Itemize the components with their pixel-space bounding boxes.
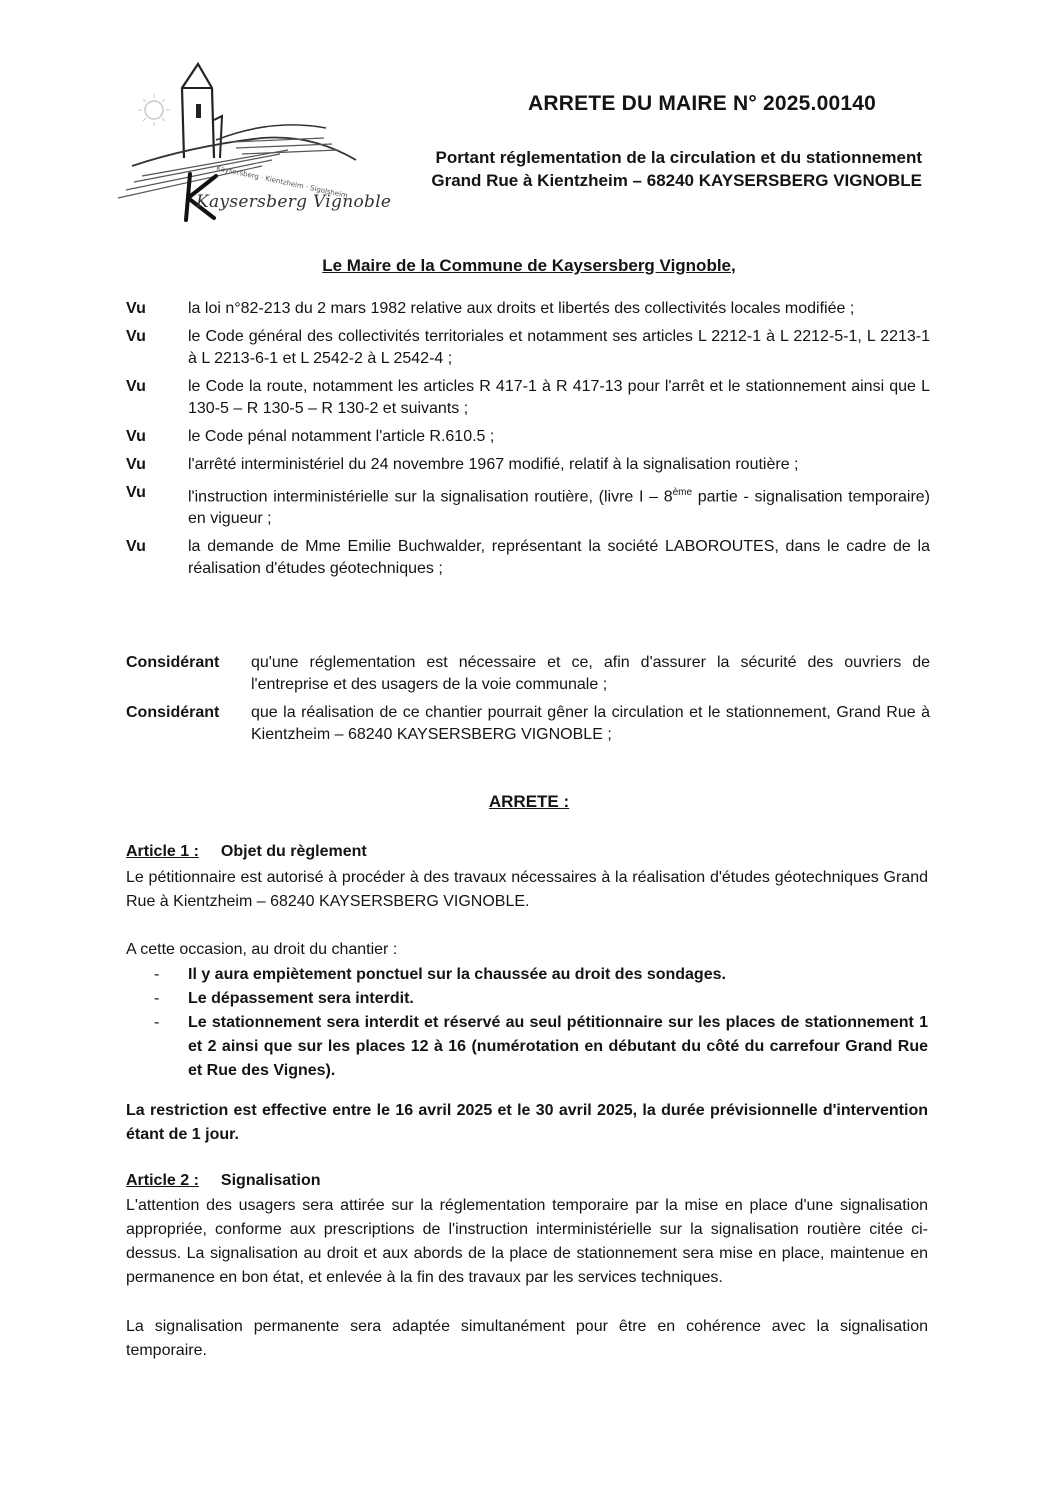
article-2-title: Signalisation <box>220 1172 321 1189</box>
instruction-sup: ème <box>672 487 693 498</box>
article-1-title: Objet du règlement <box>220 843 367 860</box>
considerant-keyword: Considérant <box>126 654 220 671</box>
subtitle-line-2: Grand Rue à Kientzheim – 68240 KAYSERSBERG VIGNOBLE <box>431 171 922 190</box>
logo-ribbon-text: Kaysersberg · Kientzheim · Sigolsheim <box>215 164 349 200</box>
vu-item <box>126 536 930 580</box>
article-1-heading <box>126 843 367 861</box>
considerant-item <box>126 652 930 696</box>
list-item: - Il y aura empiètement ponctuel sur la chaussée au droit des sondages. <box>154 963 928 987</box>
article-2-number: Article 2 : <box>126 1172 199 1189</box>
article-1-paragraph: Le pétitionnaire est autorisé à procéder à des travaux nécessaires à la réalisation d'études géotechniques Grand Rue à Kientzheim – 68240 KAYSERSBERG VIGNOBLE. <box>126 869 928 910</box>
vu-keyword: Vu <box>126 378 146 395</box>
list-item: - Le stationnement sera interdit et réservé au seul pétitionnaire sur les places de stationnement 1 et 2 ainsi que sur les places 12 à 16 (numérotation en débutant du côté du carrefour Grand Rue et Rue des Vignes). <box>154 1011 928 1083</box>
vu-keyword: Vu <box>126 428 146 445</box>
bullet-text: Le stationnement sera interdit et réservé au seul pétitionnaire sur les places de stationnement 1 et 2 ainsi que sur les places 12 à 16 (numérotation en débutant du côté du carrefour Grand Rue et Rue des Vignes). <box>188 1014 928 1079</box>
maire-heading: Le Maire de la Commune de Kaysersberg Vignoble, <box>322 256 736 275</box>
vu-text-instruction <box>188 482 930 530</box>
vu-text: l'arrêté interministériel du 24 novembre 1967 modifié, relatif à la signalisation routière ; <box>188 456 799 473</box>
article-2-paragraph-2: La signalisation permanente sera adaptée simultanément pour être en cohérence avec la signalisation temporaire. <box>126 1318 928 1359</box>
vu-item <box>126 298 930 320</box>
list-item: - Le dépassement sera interdit. <box>154 987 928 1011</box>
vu-keyword: Vu <box>126 456 146 473</box>
vu-item <box>126 426 930 448</box>
vu-text: le Code la route, notamment les articles R 417-1 à R 417-13 pour l'arrêt et le stationnement ainsi que L 130-5 – R 130-5 – R 130-2 et suivants ; <box>188 378 930 417</box>
instruction-pre: l'instruction interministérielle sur la signalisation routière, (livre I – 8 <box>188 488 673 506</box>
logo-script-text: Kaysersberg Vignoble <box>196 192 392 212</box>
article-1-bullets <box>154 963 928 1083</box>
vu-keyword: Vu <box>126 538 146 556</box>
bullet-text: Le dépassement sera interdit. <box>188 990 414 1007</box>
considerant-list <box>126 652 930 752</box>
article-1-number: Article 1 : <box>126 843 199 860</box>
arrete-heading: ARRETE : <box>488 792 570 811</box>
vu-text: la demande de Mme Emilie Buchwalder, représentant la société LABOROUTES, dans le cadre de la réalisation d'études géotechniques ; <box>188 538 930 578</box>
vu-keyword: Vu <box>126 328 146 345</box>
vu-list <box>126 298 930 586</box>
vu-item <box>126 326 930 370</box>
considerant-item <box>126 702 930 746</box>
article-2-heading <box>126 1172 321 1190</box>
considerant-keyword: Considérant <box>126 704 220 721</box>
vu-text: le Code général des collectivités territoriales et notamment ses articles L 2212-1 à L 2212-5-1, L 2213-1 à L 2213-6-1 et L 2542-2 à L 2542-4 ; <box>188 328 930 367</box>
vu-keyword: Vu <box>126 300 146 317</box>
subtitle-line-1: Portant réglementation de la circulation et du stationnement <box>435 148 922 167</box>
vu-keyword: Vu <box>126 484 146 501</box>
vu-item <box>126 454 930 476</box>
bullet-text: Il y aura empiètement ponctuel sur la chaussée au droit des sondages. <box>188 966 726 983</box>
considerant-text: que la réalisation de ce chantier pourrait gêner la circulation et le stationnement, Grand Rue à Kientzheim – 68240 KAYSERSBERG VIGNOBLE ; <box>251 704 930 743</box>
vu-text: la loi n°82-213 du 2 mars 1982 relative aux droits et libertés des collectivités locales modifiée ; <box>188 300 855 317</box>
article-2-paragraph-1: L'attention des usagers sera attirée sur la réglementation temporaire par la mise en place d'une signalisation appropriée, conforme aux prescriptions de l'instruction interministérielle sur la signalisation routière citée ci-dessus. La signalisation au droit et aux abords de la place de stationnement sera mise en place, maintenue en permanence en bon état, et enlevée à la fin des travaux par les services techniques. <box>126 1197 928 1286</box>
document-title: ARRETE DU MAIRE N° 2025.00140 <box>528 92 876 115</box>
article-1-intro: A cette occasion, au droit du chantier : <box>126 941 398 958</box>
vu-text: le Code pénal notamment l'article R.610.5 ; <box>188 428 495 445</box>
instruction-post: partie - signalisation temporaire) en vigueur ; <box>188 488 931 528</box>
vu-item <box>126 482 930 530</box>
vu-item <box>126 376 930 420</box>
article-1-restriction: La restriction est effective entre le 16 avril 2025 et le 30 avril 2025, la durée prévisionnelle d'intervention étant de 1 jour. <box>126 1102 928 1143</box>
considerant-text: qu'une réglementation est nécessaire et ce, afin d'assurer la sécurité des ouvriers de l'entreprise et des usagers de la voie communale ; <box>251 654 930 693</box>
document-subtitle <box>431 146 922 192</box>
